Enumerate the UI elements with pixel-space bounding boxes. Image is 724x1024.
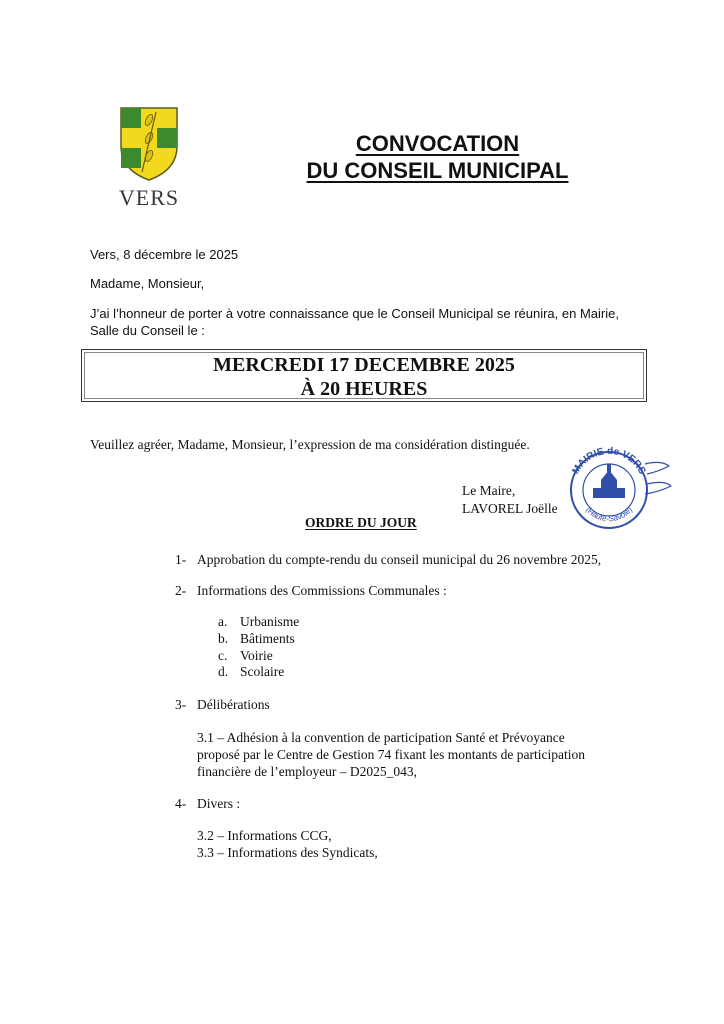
agenda-item-text: Informations des Commissions Communales : xyxy=(197,583,447,598)
stamp-top-text: MAIRIE de VERS xyxy=(570,445,648,477)
town-name: VERS xyxy=(118,185,180,210)
divers-line: 3.3 – Informations des Syndicats, xyxy=(197,845,378,860)
meeting-time: À 20 HEURES xyxy=(300,378,428,400)
commission-letter: b. xyxy=(218,631,229,646)
intro-paragraph: J’ai l’honneur de porter à votre connaissance que le Conseil Municipal se réunira, en Mairie, Salle du Conseil le : xyxy=(90,306,619,338)
agenda-item-number: 1- xyxy=(175,552,187,567)
agenda-item-text: Délibérations xyxy=(197,697,270,712)
agenda-item-number: 4- xyxy=(175,796,187,811)
commission-label: Urbanisme xyxy=(240,614,300,629)
stamp-bottom-text: (Haute-Savoie) xyxy=(583,505,635,524)
agenda-item-text: Divers : xyxy=(197,796,241,811)
title-line-2: DU CONSEIL MUNICIPAL xyxy=(306,158,569,183)
deliberation-line: 3.1 – Adhésion à la convention de participation Santé et Prévoyance xyxy=(197,730,565,745)
deliberation-line: financière de l’employeur – D2025_043, xyxy=(197,764,418,779)
commission-label: Voirie xyxy=(240,648,273,663)
divers-list xyxy=(197,827,597,861)
commission-label: Bâtiments xyxy=(240,631,295,646)
deliberation-text xyxy=(197,729,637,780)
deliberation-line: proposé par le Centre de Gestion 74 fixant les montants de participation xyxy=(197,747,586,762)
agenda-item-text: Approbation du compte-rendu du conseil municipal du 26 novembre 2025, xyxy=(197,552,602,567)
mayor-role: Le Maire, xyxy=(462,483,516,498)
salutation: Madame, Monsieur, xyxy=(90,276,205,291)
mayor-name: LAVOREL Joëlle xyxy=(462,501,558,516)
agenda-item-number: 3- xyxy=(175,697,187,712)
commission-label: Scolaire xyxy=(240,664,285,679)
commission-letter: d. xyxy=(218,664,229,679)
agenda-item-number: 2- xyxy=(175,583,187,598)
divers-line: 3.2 – Informations CCG, xyxy=(197,828,332,843)
commission-letter: c. xyxy=(218,648,228,663)
letter-date: Vers, 8 décembre le 2025 xyxy=(90,247,239,262)
closing-line: Veuillez agréer, Madame, Monsieur, l’expression de ma considération distinguée. xyxy=(90,437,530,452)
title-line-1: CONVOCATION xyxy=(355,131,520,156)
agenda-title: ORDRE DU JOUR xyxy=(305,515,417,530)
meeting-day: MERCREDI 17 DECEMBRE 2025 xyxy=(213,354,515,376)
commission-letter: a. xyxy=(218,614,228,629)
